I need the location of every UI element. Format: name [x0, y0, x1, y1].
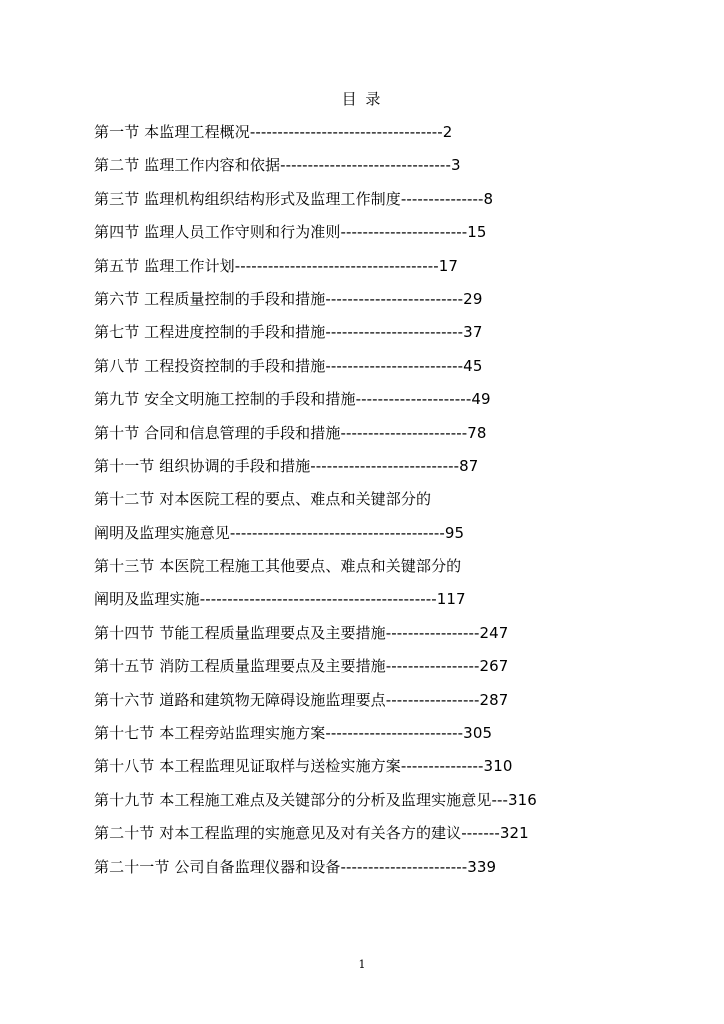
toc-entry[interactable]: 第十六节 道路和建筑物无障碍设施监理要点-----------------287 [94, 690, 509, 709]
toc-entry-continuation[interactable]: 阐明及监理实施-------------------------------------------117 [94, 590, 466, 609]
toc-entry[interactable]: 第四节 监理人员工作守则和行为准则-----------------------15 [94, 223, 487, 242]
toc-entry[interactable]: 第十八节 本工程监理见证取样与送检实施方案---------------310 [94, 757, 513, 776]
toc-entry[interactable]: 第十五节 消防工程质量监理要点及主要措施-----------------267 [94, 657, 509, 676]
toc-entry[interactable]: 第七节 工程进度控制的手段和措施-------------------------37 [94, 323, 483, 342]
toc-entry[interactable]: 第一节 本监理工程概况-----------------------------------2 [94, 123, 453, 141]
toc-entry[interactable]: 第二节 监理工作内容和依据-------------------------------3 [94, 156, 461, 175]
toc-entry[interactable]: 第八节 工程投资控制的手段和措施-------------------------45 [94, 356, 483, 375]
toc-entry[interactable]: 第十七节 本工程旁站监理实施方案-------------------------305 [94, 724, 493, 743]
toc-entry[interactable]: 第十一节 组织协调的手段和措施---------------------------87 [94, 456, 479, 475]
toc-title: 目 录 [341, 90, 383, 108]
table-of-contents [94, 120, 694, 888]
toc-entry[interactable]: 第二十一节 公司自备监理仪器和设备-----------------------339 [94, 857, 497, 876]
toc-entry[interactable]: 第六节 工程质量控制的手段和措施-------------------------29 [94, 289, 483, 308]
page-number: 1 [358, 958, 366, 971]
toc-entry[interactable]: 第十节 合同和信息管理的手段和措施-----------------------78 [94, 423, 487, 442]
toc-entry[interactable]: 第十三节 本医院工程施工其他要点、难点和关键部分的 [94, 557, 462, 576]
toc-entry[interactable]: 第二十节 对本工程监理的实施意见及对有关各方的建议-------321 [94, 824, 529, 843]
toc-entry[interactable]: 第十四节 节能工程质量监理要点及主要措施-----------------247 [94, 623, 509, 642]
toc-entry[interactable]: 第五节 监理工作计划-------------------------------------17 [94, 256, 459, 275]
toc-entry[interactable]: 第十二节 对本医院工程的要点、难点和关键部分的 [94, 490, 432, 509]
toc-entry[interactable]: 第三节 监理机构组织结构形式及监理工作制度---------------8 [94, 189, 494, 208]
toc-entry-continuation[interactable]: 阐明及监理实施意见---------------------------------------95 [94, 523, 465, 542]
toc-entry[interactable]: 第十九节 本工程施工难点及关键部分的分析及监理实施意见---316 [94, 790, 537, 809]
toc-entry[interactable]: 第九节 安全文明施工控制的手段和措施---------------------49 [94, 390, 491, 409]
